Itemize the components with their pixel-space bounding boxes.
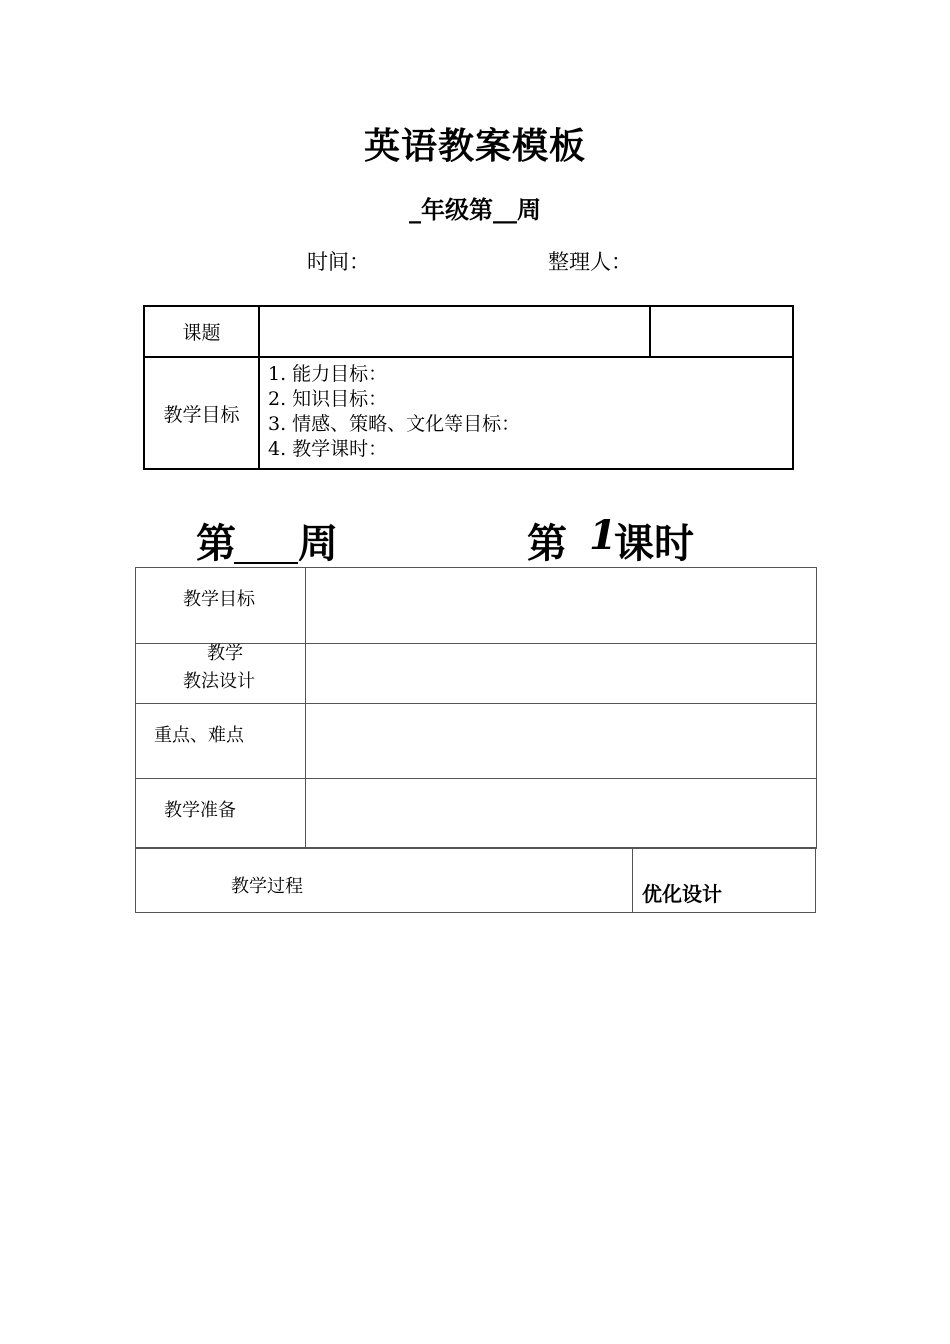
goal-item-hours: 4. 教学课时：	[268, 438, 388, 460]
plan-row-prep-label	[136, 779, 306, 849]
plan-row-keypoints-label	[136, 704, 306, 779]
time-label: 时间：	[307, 250, 370, 274]
plan-row-keypoints-value[interactable]	[306, 704, 817, 779]
goals-label: 教学目标	[144, 357, 259, 469]
goals-cell[interactable]	[259, 357, 793, 469]
plan-row-goals-value[interactable]	[306, 568, 817, 644]
topic-extra-cell[interactable]	[650, 306, 793, 357]
plan-row-goals-label	[136, 568, 306, 644]
goal-item-emotion: 3. 情感、策略、文化等目标：	[268, 413, 521, 435]
plan-method-label-line2: 教法设计	[183, 671, 255, 692]
topic-value-cell[interactable]	[259, 306, 650, 357]
lesson-info-table	[143, 305, 794, 470]
lesson-heading-suffix: 课时	[614, 520, 694, 567]
optimize-cell[interactable]	[632, 847, 816, 913]
topic-label: 课题	[144, 306, 259, 357]
process-label: 教学过程	[231, 876, 303, 897]
document-subtitle: _年级第__周	[409, 195, 541, 224]
plan-row-method-label	[136, 644, 306, 704]
week-heading-suffix: 周	[298, 520, 338, 567]
lesson-heading-prefix: 第	[527, 520, 567, 567]
plan-method-label-line1: 教学	[207, 643, 243, 664]
week-heading-prefix: 第	[196, 520, 236, 567]
goal-item-ability: 1. 能力目标：	[268, 363, 388, 385]
plan-prep-label-text: 教学准备	[164, 800, 236, 821]
plan-row-prep-value[interactable]	[306, 779, 817, 849]
process-row	[135, 847, 816, 913]
plan-goals-label-text: 教学目标	[183, 589, 255, 610]
goal-item-knowledge: 2. 知识目标：	[268, 388, 388, 410]
document-title: 英语教案模板	[363, 125, 586, 167]
process-cell[interactable]	[135, 847, 633, 913]
optimize-label: 优化设计	[642, 882, 722, 906]
plan-row-method-value[interactable]	[306, 644, 817, 704]
lesson-number: 1	[589, 512, 617, 559]
week-number-blank[interactable]	[234, 512, 298, 564]
plan-keypoints-label-text: 重点、难点	[154, 725, 244, 746]
organizer-label: 整理人：	[548, 250, 632, 274]
lesson-plan-table	[135, 567, 817, 849]
